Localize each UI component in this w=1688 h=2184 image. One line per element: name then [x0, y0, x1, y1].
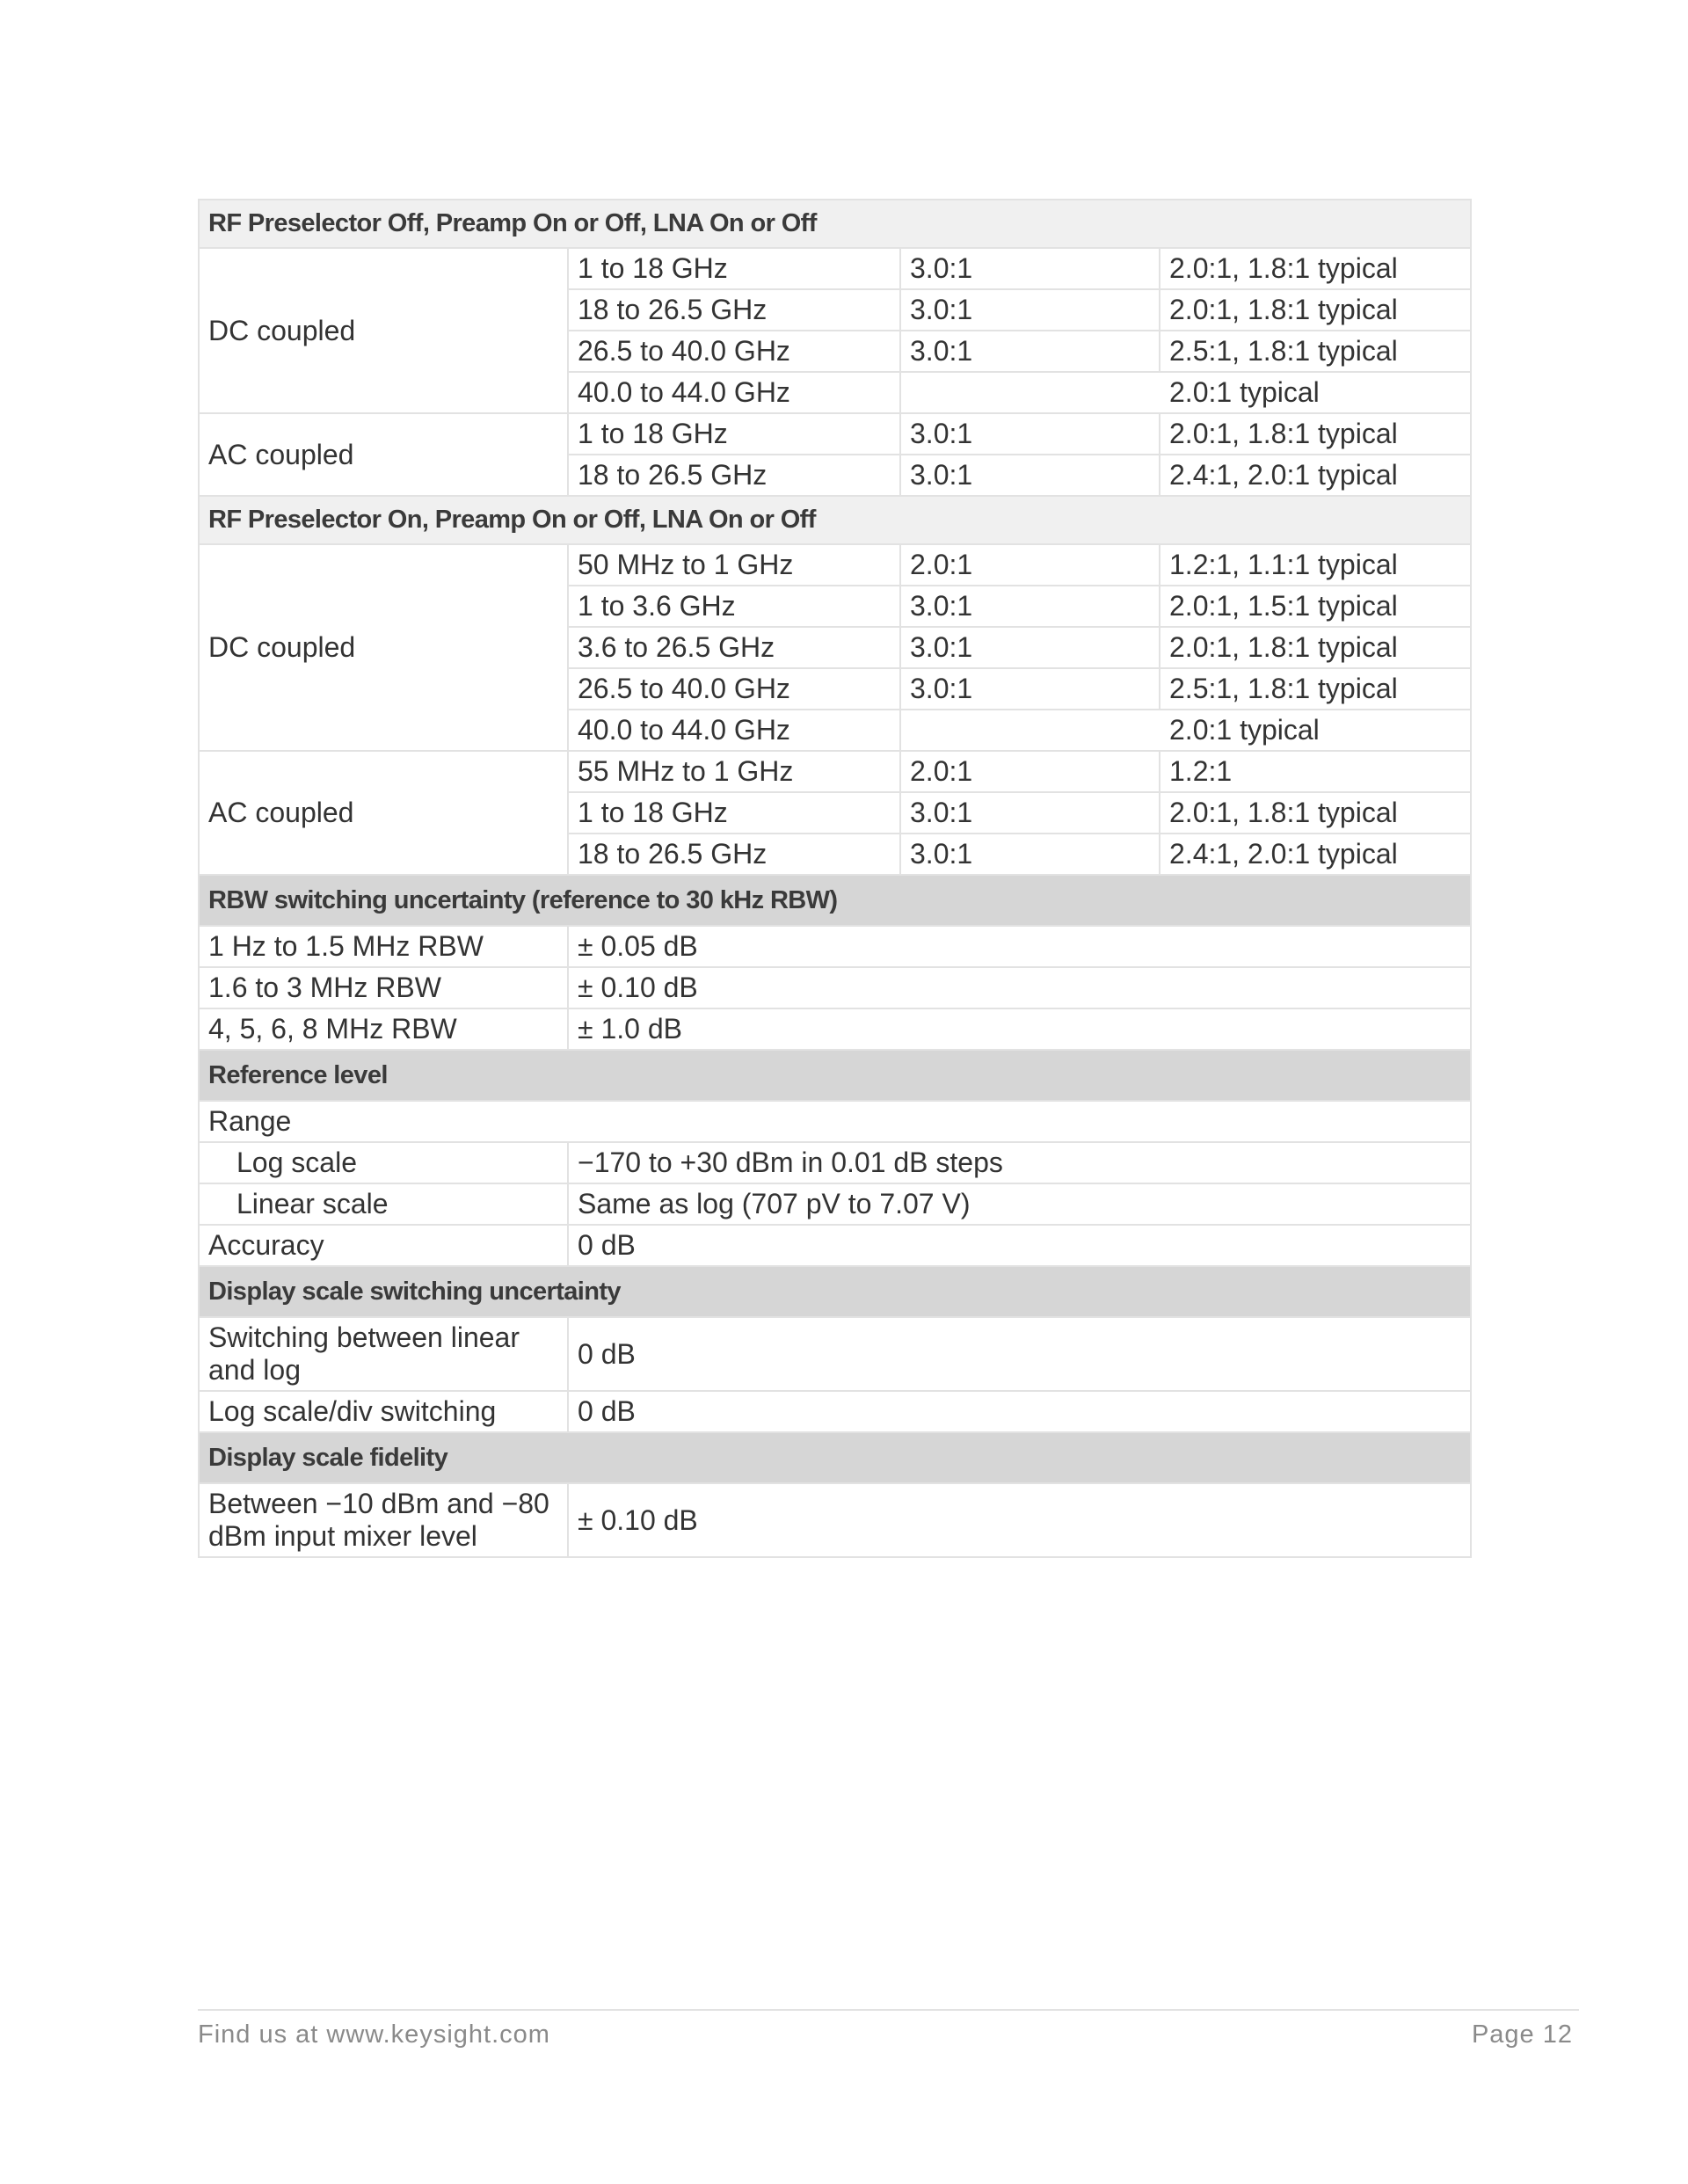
log-scale-value: −170 to +30 dBm in 0.01 dB steps [568, 1142, 1471, 1183]
linear-scale-value: Same as log (707 pV to 7.07 V) [568, 1183, 1471, 1225]
section-header-row [199, 1050, 1471, 1101]
typical-value: 2.4:1, 2.0:1 typical [1160, 455, 1471, 496]
typical-value: 2.4:1, 2.0:1 typical [1160, 834, 1471, 875]
spec-value: 3.0:1 [900, 586, 1160, 627]
row-label: Switching between linear and log [199, 1317, 568, 1391]
typical-value: 1.2:1 [1160, 751, 1471, 792]
section-title: Display scale switching uncertainty [199, 1266, 1471, 1317]
row-value: ± 0.05 dB [568, 926, 1471, 967]
frequency-range: 55 MHz to 1 GHz [568, 751, 900, 792]
log-scale-label: Log scale [199, 1142, 568, 1183]
section-title: Reference level [199, 1050, 1471, 1101]
row-label: Log scale/div switching [199, 1391, 568, 1432]
table-row [199, 1183, 1471, 1225]
typical-value: 2.5:1, 1.8:1 typical [1160, 331, 1471, 372]
frequency-range: 26.5 to 40.0 GHz [568, 668, 900, 710]
row-value: 0 dB [568, 1391, 1471, 1432]
spec-value: 3.0:1 [900, 331, 1160, 372]
spec-value: 3.0:1 [900, 834, 1160, 875]
subsection-header-row [199, 496, 1471, 544]
frequency-range: 40.0 to 44.0 GHz [568, 710, 900, 751]
row-value: ± 1.0 dB [568, 1008, 1471, 1050]
row-value: ± 0.10 dB [568, 967, 1471, 1008]
frequency-range: 1 to 18 GHz [568, 792, 900, 834]
typical-value: 2.0:1, 1.8:1 typical [1160, 248, 1471, 289]
accuracy-label: Accuracy [199, 1225, 568, 1266]
typical-value: 2.0:1, 1.8:1 typical [1160, 792, 1471, 834]
section-title: RBW switching uncertainty (reference to 30 kHz RBW) [199, 875, 1471, 926]
row-value: 0 dB [568, 1317, 1471, 1391]
table-row [199, 544, 1471, 586]
spec-value: 2.0:1 [900, 751, 1160, 792]
row-label: Between −10 dBm and −80 dBm input mixer level [199, 1483, 568, 1557]
spec-value: 3.0:1 [900, 668, 1160, 710]
table-row [199, 1142, 1471, 1183]
subsection-title: RF Preselector Off, Preamp On or Off, LNA On or Off [199, 200, 1471, 248]
frequency-range: 26.5 to 40.0 GHz [568, 331, 900, 372]
spec-value: 3.0:1 [900, 627, 1160, 668]
frequency-range: 3.6 to 26.5 GHz [568, 627, 900, 668]
frequency-range: 50 MHz to 1 GHz [568, 544, 900, 586]
spec-value [900, 372, 1160, 413]
page-number: Page 12 [1471, 2020, 1573, 2049]
frequency-range: 18 to 26.5 GHz [568, 834, 900, 875]
linear-scale-label: Linear scale [199, 1183, 568, 1225]
row-value: ± 0.10 dB [568, 1483, 1471, 1557]
accuracy-value: 0 dB [568, 1225, 1471, 1266]
section-header-row [199, 1432, 1471, 1483]
table-row [199, 1391, 1471, 1432]
table-row [199, 248, 1471, 289]
coupling-label: AC coupled [199, 751, 568, 875]
spec-value: 2.0:1 [900, 544, 1160, 586]
frequency-range: 18 to 26.5 GHz [568, 289, 900, 331]
spec-value: 3.0:1 [900, 248, 1160, 289]
coupling-label: DC coupled [199, 248, 568, 413]
typical-value: 2.0:1, 1.8:1 typical [1160, 289, 1471, 331]
coupling-label: DC coupled [199, 544, 568, 751]
typical-value: 2.0:1 typical [1160, 710, 1471, 751]
coupling-label: AC coupled [199, 413, 568, 496]
frequency-range: 18 to 26.5 GHz [568, 455, 900, 496]
section-header-row [199, 1266, 1471, 1317]
table-row [199, 1225, 1471, 1266]
table-row [199, 926, 1471, 967]
spec-value: 3.0:1 [900, 455, 1160, 496]
spec-value [900, 710, 1160, 751]
subsection-title: RF Preselector On, Preamp On or Off, LNA On or Off [199, 496, 1471, 544]
typical-value: 2.0:1, 1.5:1 typical [1160, 586, 1471, 627]
typical-value: 1.2:1, 1.1:1 typical [1160, 544, 1471, 586]
spec-value: 3.0:1 [900, 413, 1160, 455]
row-label: 1.6 to 3 MHz RBW [199, 967, 568, 1008]
spec-value: 3.0:1 [900, 792, 1160, 834]
typical-value: 2.0:1 typical [1160, 372, 1471, 413]
section-header-row [199, 875, 1471, 926]
section-title: Display scale fidelity [199, 1432, 1471, 1483]
frequency-range: 40.0 to 44.0 GHz [568, 372, 900, 413]
typical-value: 2.0:1, 1.8:1 typical [1160, 413, 1471, 455]
frequency-range: 1 to 18 GHz [568, 413, 900, 455]
table-row [199, 1483, 1471, 1557]
row-label: 1 Hz to 1.5 MHz RBW [199, 926, 568, 967]
range-label: Range [199, 1101, 1471, 1142]
frequency-range: 1 to 3.6 GHz [568, 586, 900, 627]
frequency-range: 1 to 18 GHz [568, 248, 900, 289]
table-row [199, 413, 1471, 455]
spec-table [198, 199, 1472, 1558]
table-row [199, 1317, 1471, 1391]
row-label: 4, 5, 6, 8 MHz RBW [199, 1008, 568, 1050]
footer-divider [198, 2009, 1579, 2011]
subsection-header-row [199, 200, 1471, 248]
table-row [199, 751, 1471, 792]
table-row [199, 1101, 1471, 1142]
table-row [199, 967, 1471, 1008]
footer-website-text: Find us at www.keysight.com [198, 2020, 550, 2049]
typical-value: 2.0:1, 1.8:1 typical [1160, 627, 1471, 668]
typical-value: 2.5:1, 1.8:1 typical [1160, 668, 1471, 710]
spec-value: 3.0:1 [900, 289, 1160, 331]
table-row [199, 1008, 1471, 1050]
